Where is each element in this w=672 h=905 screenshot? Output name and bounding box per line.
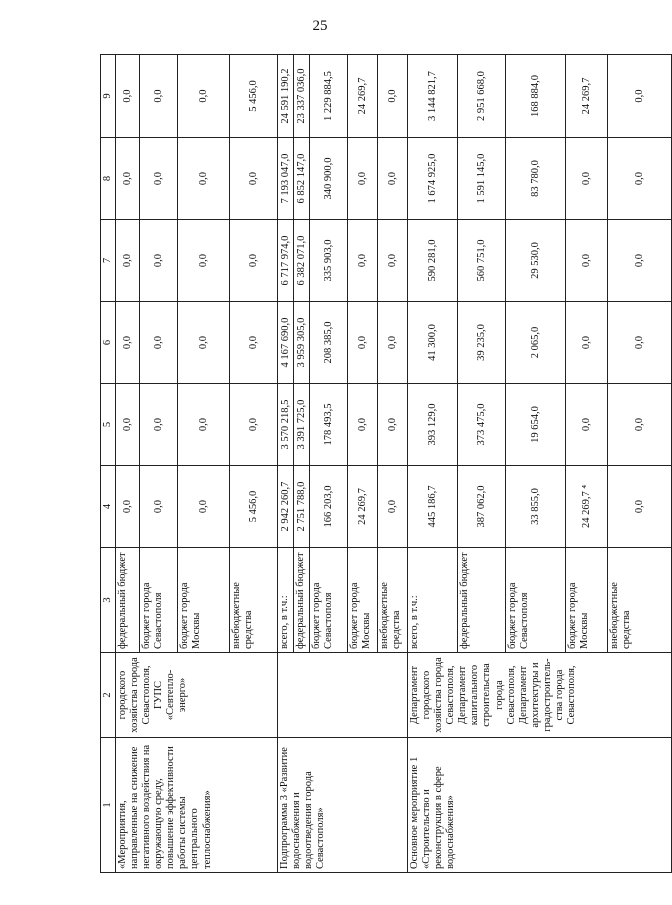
value-cell: 0,0 xyxy=(178,384,230,466)
header-cell: 6 xyxy=(101,302,116,384)
value-cell: 24 591 190,2 xyxy=(278,55,294,138)
funding-source: бюджет города Севастополя xyxy=(140,548,178,653)
header-cell: 3 xyxy=(101,548,116,653)
header-cell: 1 xyxy=(101,738,116,873)
value-cell: 0,0 xyxy=(116,466,140,548)
value-cell: 0,0 xyxy=(348,220,378,302)
value-cell: 4 167 690,0 xyxy=(278,302,294,384)
table-row xyxy=(116,55,140,873)
value-cell: 0,0 xyxy=(348,138,378,220)
value-cell: 0,0 xyxy=(230,138,278,220)
header-cell: 9 xyxy=(101,55,116,138)
value-cell: 0,0 xyxy=(178,138,230,220)
value-cell: 3 570 218,5 xyxy=(278,384,294,466)
value-cell: 1 229 884,5 xyxy=(310,55,348,138)
value-cell: 0,0 xyxy=(378,55,408,138)
value-cell: 0,0 xyxy=(140,55,178,138)
value-cell: 0,0 xyxy=(116,138,140,220)
value-cell: 83 780,0 xyxy=(506,138,566,220)
value-cell: 0,0 xyxy=(378,466,408,548)
funding-source: всего, в т.ч.: xyxy=(278,548,294,653)
page-number: 25 xyxy=(312,18,328,34)
value-cell: 373 475,0 xyxy=(458,384,506,466)
value-cell: 0,0 xyxy=(116,55,140,138)
value-cell: 0,0 xyxy=(178,220,230,302)
value-cell: 6 717 974,0 xyxy=(278,220,294,302)
value-cell: 335 903,0 xyxy=(310,220,348,302)
value-cell: 6 852 147,0 xyxy=(294,138,310,220)
value-cell: 0,0 xyxy=(140,302,178,384)
value-cell: 393 129,0 xyxy=(408,384,458,466)
measure-name: «Мероприятия, направленные на снижение негативного воздействия на окружающую среду, повышение эффективности работы системы центрального теплоснабжения» xyxy=(116,738,278,873)
value-cell: 0,0 xyxy=(140,138,178,220)
header-cell: 4 xyxy=(101,466,116,548)
value-cell: 0,0 xyxy=(116,384,140,466)
value-cell: 0,0 xyxy=(230,302,278,384)
value-cell: 33 855,0 xyxy=(506,466,566,548)
value-cell: 166 203,0 xyxy=(310,466,348,548)
value-cell: 178 493,5 xyxy=(310,384,348,466)
value-cell: 24 269,7 xyxy=(348,55,378,138)
value-cell: 5 456,0 xyxy=(230,466,278,548)
value-cell: 0,0 xyxy=(566,302,608,384)
measure-name: Основное мероприятие 1 «Строительство и реконструкция в сфере водоснабжения» xyxy=(408,738,672,873)
value-cell: 0,0 xyxy=(566,384,608,466)
value-cell: 19 654,0 xyxy=(506,384,566,466)
value-cell: 0,0 xyxy=(178,55,230,138)
value-cell: 2 942 260,7 xyxy=(278,466,294,548)
funding-source: бюджет города Севастополя xyxy=(506,548,566,653)
value-cell: 39 235,0 xyxy=(458,302,506,384)
value-cell: 6 382 071,0 xyxy=(294,220,310,302)
value-cell: 3 144 821,7 xyxy=(408,55,458,138)
value-cell: 0,0 xyxy=(140,384,178,466)
value-cell: 24 269,7 ⁴ xyxy=(566,466,608,548)
value-cell: 2 751 788,0 xyxy=(294,466,310,548)
value-cell: 168 884,0 xyxy=(506,55,566,138)
value-cell: 0,0 xyxy=(608,138,672,220)
funding-source: федеральный бюджет xyxy=(116,548,140,653)
value-cell: 2 065,0 xyxy=(506,302,566,384)
funding-source: федеральный бюджет xyxy=(294,548,310,653)
value-cell: 0,0 xyxy=(608,384,672,466)
funding-source: внебюджетные средства xyxy=(230,548,278,653)
funding-source: бюджет города Москвы xyxy=(348,548,378,653)
value-cell: 560 751,0 xyxy=(458,220,506,302)
value-cell: 0,0 xyxy=(566,220,608,302)
funding-source: бюджет города Севастополя xyxy=(310,548,348,653)
value-cell: 1 591 145,0 xyxy=(458,138,506,220)
budget-table xyxy=(100,54,672,873)
value-cell: 0,0 xyxy=(608,55,672,138)
funding-source: федеральный бюджет xyxy=(458,548,506,653)
funding-source: бюджет города Москвы xyxy=(178,548,230,653)
value-cell: 0,0 xyxy=(348,302,378,384)
value-cell: 29 530,0 xyxy=(506,220,566,302)
responsible-executor: городского хозяйства города Севастополя, ГУПС «Севтепло-энерго» xyxy=(116,653,278,738)
subprogram-name: Подпрограмма 3 «Развитие водоснабжения и водоотведения города Севастополя» xyxy=(278,738,408,873)
value-cell: 0,0 xyxy=(378,302,408,384)
responsible-executor xyxy=(278,653,408,738)
value-cell: 590 281,0 xyxy=(408,220,458,302)
header-cell: 7 xyxy=(101,220,116,302)
funding-source: внебюджетные средства xyxy=(608,548,672,653)
value-cell: 0,0 xyxy=(608,302,672,384)
funding-source: внебюджетные средства xyxy=(378,548,408,653)
value-cell: 0,0 xyxy=(608,220,672,302)
header-row xyxy=(101,55,116,873)
header-cell: 5 xyxy=(101,384,116,466)
funding-source: всего, в т.ч.: xyxy=(408,548,458,653)
value-cell: 208 385,0 xyxy=(310,302,348,384)
value-cell: 5 456,0 xyxy=(230,55,278,138)
value-cell: 0,0 xyxy=(178,302,230,384)
value-cell: 24 269,7 xyxy=(566,55,608,138)
value-cell: 1 674 925,0 xyxy=(408,138,458,220)
value-cell: 24 269,7 xyxy=(348,466,378,548)
value-cell: 387 062,0 xyxy=(458,466,506,548)
value-cell: 0,0 xyxy=(608,466,672,548)
header-cell: 8 xyxy=(101,138,116,220)
value-cell: 0,0 xyxy=(178,466,230,548)
header-cell: 2 xyxy=(101,653,116,738)
value-cell: 0,0 xyxy=(116,220,140,302)
value-cell: 0,0 xyxy=(116,302,140,384)
table-row xyxy=(408,55,458,873)
value-cell: 0,0 xyxy=(378,384,408,466)
value-cell: 0,0 xyxy=(566,138,608,220)
value-cell: 0,0 xyxy=(378,220,408,302)
value-cell: 0,0 xyxy=(140,466,178,548)
value-cell: 0,0 xyxy=(348,384,378,466)
value-cell: 0,0 xyxy=(230,384,278,466)
value-cell: 0,0 xyxy=(378,138,408,220)
table-row xyxy=(278,55,294,873)
value-cell: 0,0 xyxy=(230,220,278,302)
value-cell: 0,0 xyxy=(140,220,178,302)
value-cell: 3 391 725,0 xyxy=(294,384,310,466)
value-cell: 7 193 047,0 xyxy=(278,138,294,220)
value-cell: 3 959 305,0 xyxy=(294,302,310,384)
rotated-table-frame xyxy=(100,28,645,873)
value-cell: 340 900,0 xyxy=(310,138,348,220)
value-cell: 41 300,0 xyxy=(408,302,458,384)
responsible-executor: Департамент городского хозяйства города Севастополя, Департамент капитального строительства города Севастополя, Департамент архитектуры и градостроитель-ства города Севастополя, xyxy=(408,653,672,738)
value-cell: 2 951 668,0 xyxy=(458,55,506,138)
funding-source: бюджет города Москвы xyxy=(566,548,608,653)
value-cell: 445 186,7 xyxy=(408,466,458,548)
value-cell: 23 337 036,0 xyxy=(294,55,310,138)
